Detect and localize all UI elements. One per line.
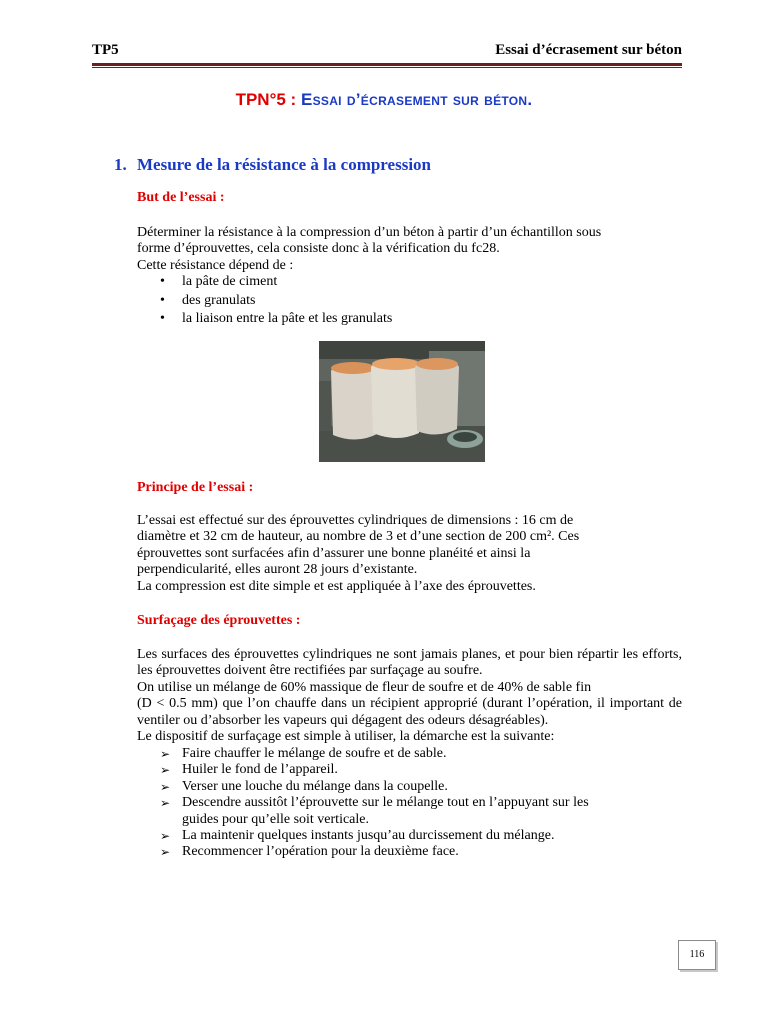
but-paragraph bbox=[137, 225, 682, 274]
list-item: ➢ Recommencer l’opération pour la deuxième face. bbox=[160, 844, 459, 860]
list-item: ➢ La maintenir quelques instants jusqu’au durcissement du mélange. bbox=[160, 828, 555, 844]
principe-heading: Principe de l’essai : bbox=[137, 480, 254, 495]
surfacage-heading: Surfaçage des éprouvettes : bbox=[137, 613, 301, 628]
but-line-2: forme d’éprouvettes, cela consiste donc à la vérification du fc28. bbox=[137, 241, 500, 257]
header-left: TP5 bbox=[92, 42, 119, 58]
surfacage-para-4: Le dispositif de surfaçage est simple à utiliser, la démarche est la suivante: bbox=[137, 729, 555, 745]
arrow-bullet-icon: ➢ bbox=[160, 763, 171, 778]
header-right: Essai d’écrasement sur béton bbox=[495, 42, 682, 58]
but-bullet-list bbox=[160, 273, 392, 329]
list-item: ➢ Descendre aussitôt l’éprouvette sur le mélange tout en l’appuyant sur les guides pour qu’elle soit verticale. bbox=[160, 795, 589, 827]
list-item: ➢ Faire chauffer le mélange de soufre et de sable. bbox=[160, 746, 447, 761]
principe-line-3: éprouvettes sont surfacées afin d’assurer une bonne planéité et ainsi la bbox=[137, 545, 531, 561]
page-number: 116 bbox=[678, 940, 716, 970]
document-title bbox=[0, 90, 768, 110]
arrow-bullet-icon: ➢ bbox=[160, 829, 171, 844]
header-rule-thick bbox=[92, 63, 682, 66]
surfacage-para-3: (D < 0.5 mm) que l’on chauffe dans un récipient approprié (durant l’opération, il important de ventiler ou d’absorber les vapeurs qui dégagent des odeurs désagréables). bbox=[137, 696, 682, 728]
principe-line-5: La compression est dite simple et est appliquée à l’axe des éprouvettes. bbox=[137, 578, 536, 594]
principe-paragraph bbox=[137, 513, 682, 595]
surfacage-para-2: On utilise un mélange de 60% massique de fleur de soufre et de 40% de sable fin bbox=[137, 679, 592, 695]
list-item: • la liaison entre la pâte et les granulats bbox=[160, 310, 392, 329]
header-rule-thin bbox=[92, 67, 682, 68]
section-number: 1. bbox=[114, 155, 127, 174]
section-heading bbox=[114, 155, 431, 175]
title-main: Essai d’écrasement sur béton. bbox=[300, 90, 533, 109]
arrow-bullet-icon: ➢ bbox=[160, 796, 171, 811]
arrow-bullet-icon: ➢ bbox=[160, 845, 171, 860]
list-item: • la pâte de ciment bbox=[160, 273, 392, 292]
specimen-photo bbox=[319, 341, 485, 462]
principe-line-1: L’essai est effectué sur des éprouvettes cylindriques de dimensions : 16 cm de bbox=[137, 513, 574, 528]
list-item: ➢ Huiler le fond de l’appareil. bbox=[160, 762, 338, 778]
list-item: • des granulats bbox=[160, 292, 392, 311]
page-header bbox=[92, 42, 682, 62]
but-line-1: Déterminer la résistance à la compression d’un béton à partir d’un échantillon sous bbox=[137, 225, 602, 240]
but-heading: But de l’essai : bbox=[137, 190, 225, 205]
but-line-3: Cette résistance dépend de : bbox=[137, 257, 294, 273]
section-title: Mesure de la résistance à la compression bbox=[137, 155, 431, 174]
arrow-bullet-icon: ➢ bbox=[160, 747, 171, 761]
principe-line-4: perpendicularité, elles auront 28 jours d’existante. bbox=[137, 562, 418, 578]
principe-line-2: diamètre et 32 cm de hauteur, au nombre de 3 et d’une section de 200 cm². Ces bbox=[137, 529, 580, 545]
title-prefix: TPN°5 : bbox=[235, 90, 297, 109]
surfacage-para-1: Les surfaces des éprouvettes cylindriques ne sont jamais planes, et pour bien répartir les efforts, les éprouvettes doivent être rectifiées par surfaçage au soufre. bbox=[137, 647, 682, 679]
surfacage-paragraph bbox=[137, 647, 682, 745]
surfacage-step-list bbox=[160, 746, 682, 861]
list-item: ➢ Verser une louche du mélange dans la coupelle. bbox=[160, 778, 448, 794]
arrow-bullet-icon: ➢ bbox=[160, 779, 171, 794]
